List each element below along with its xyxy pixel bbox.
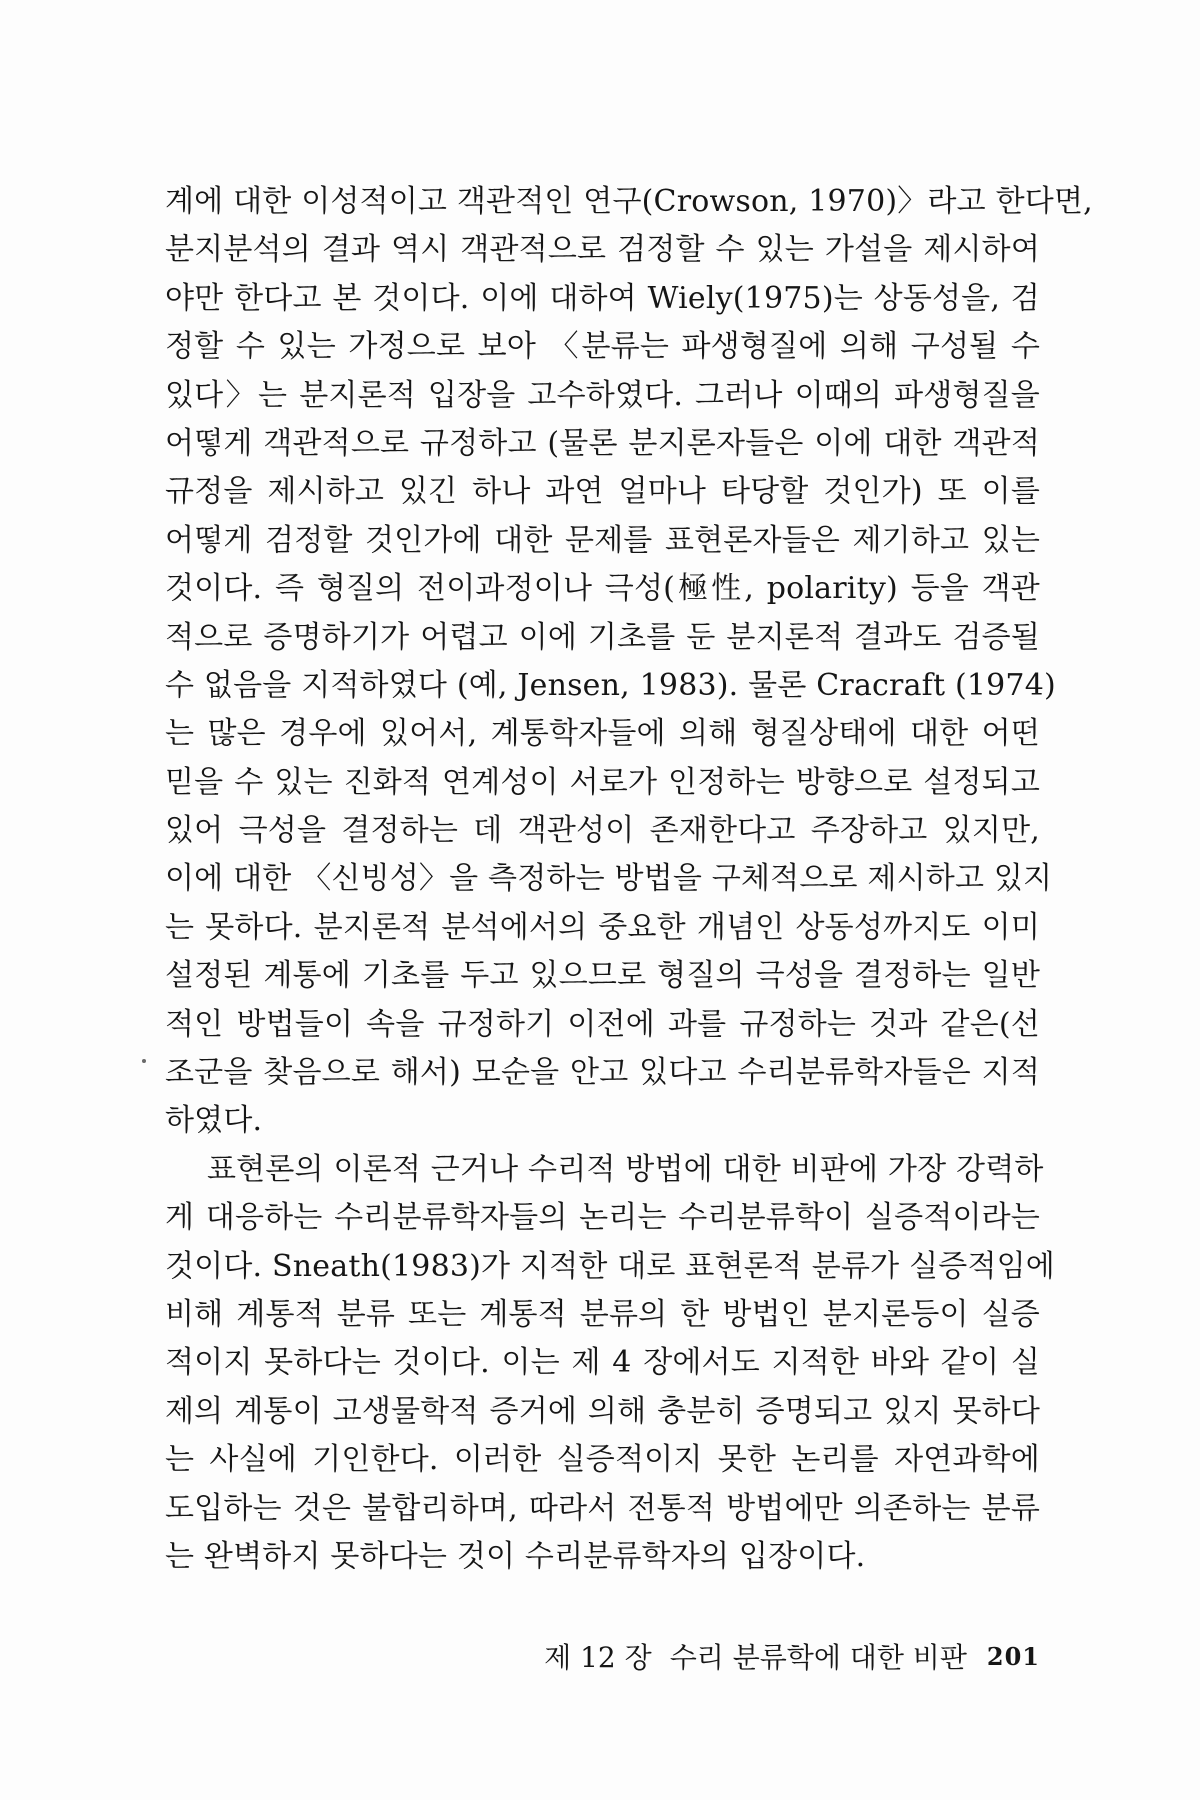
text-line: 수 없음을 지적하였다 (예, Jensen, 1983). 물론 Cracraft (1974): [165, 667, 1056, 703]
text-line: 표현론의 이론적 근거나 수리적 방법에 대한 비판에 가장 강력하: [207, 1151, 1044, 1187]
chapter-title: 수리 분류학에 대한 비판: [669, 1641, 967, 1674]
text-line: 게 대응하는 수리분류학자들의 논리는 수리분류학이 실증적이라는: [165, 1200, 1040, 1236]
running-footer: [534, 1636, 1040, 1676]
text-line: 분지분석의 결과 역시 객관적으로 검정할 수 있는 가설을 제시하여: [165, 232, 1040, 268]
paragraph-2: [165, 1146, 1055, 1582]
text-line: 제의 계통이 고생물학적 증거에 의해 충분히 증명되고 있지 못하다: [165, 1393, 1040, 1429]
text-line: 어떻게 검정할 것인가에 대한 문제를 표현론자들은 제기하고 있는: [165, 522, 1040, 558]
paragraph-1: [165, 178, 1093, 1146]
margin-dot: [142, 1059, 146, 1063]
text-line: 적인 방법들이 속을 규정하기 이전에 과를 규정하는 것과 같은(선: [165, 1006, 1040, 1042]
text-line: 설정된 계통에 기초를 두고 있으므로 형질의 극성을 결정하는 일반: [165, 958, 1040, 994]
text-line: 믿을 수 있는 진화적 연계성이 서로가 인정하는 방향으로 설정되고: [165, 764, 1040, 800]
text-line: 있다〉는 분지론적 입장을 고수하였다. 그러나 이때의 파생형질을: [165, 377, 1040, 413]
text-line: 비해 계통적 분류 또는 계통적 분류의 한 방법인 분지론등이 실증: [165, 1296, 1040, 1332]
body-text: [165, 178, 1093, 1581]
text-line: 야만 한다고 본 것이다. 이에 대하여 Wiely(1975)는 상동성을, 검: [165, 280, 1040, 316]
text-line: 것이다. 즉 형질의 전이과정이나 극성(極性, polarity) 등을 객관: [165, 571, 1040, 607]
text-line: 하였다.: [165, 1103, 263, 1139]
text-line: 도입하는 것은 불합리하며, 따라서 전통적 방법에만 의존하는 분류: [165, 1490, 1040, 1526]
text-line: 정할 수 있는 가정으로 보아 〈분류는 파생형질에 의해 구성될 수: [165, 329, 1040, 365]
text-line: 는 많은 경우에 있어서, 계통학자들에 의해 형질상태에 대한 어떤: [165, 716, 1040, 752]
chapter-label: 제 12 장: [544, 1641, 652, 1674]
text-line: 것이다. Sneath(1983)가 지적한 대로 표현론적 분류가 실증적임에: [165, 1248, 1055, 1284]
text-line: 있어 극성을 결정하는 데 객관성이 존재한다고 주장하고 있지만,: [165, 813, 1040, 849]
text-line: 적으로 증명하기가 어렵고 이에 기초를 둔 분지론적 결과도 검증될: [165, 619, 1040, 655]
text-line: 적이지 못하다는 것이다. 이는 제 4 장에서도 지적한 바와 같이 실: [165, 1345, 1040, 1381]
text-line: 는 못하다. 분지론적 분석에서의 중요한 개념인 상동성까지도 이미: [165, 909, 1040, 945]
text-line: 는 완벽하지 못하다는 것이 수리분류학자의 입장이다.: [165, 1538, 866, 1574]
text-line: 조군을 찾음으로 해서) 모순을 안고 있다고 수리분류학자들은 지적: [165, 1055, 1040, 1091]
page-number: 201: [986, 1641, 1040, 1671]
text-line: 이에 대한 〈신빙성〉을 측정하는 방법을 구체적으로 제시하고 있지: [165, 861, 1053, 897]
text-line: 어떻게 객관적으로 규정하고 (물론 분지론자들은 이에 대한 객관적: [165, 425, 1040, 461]
text-line: 규정을 제시하고 있긴 하나 과연 얼마나 타당할 것인가) 또 이를: [165, 474, 1040, 510]
text-line: 계에 대한 이성적이고 객관적인 연구(Crowson, 1970)〉라고 한다면,: [165, 184, 1093, 219]
text-line: 는 사실에 기인한다. 이러한 실증적이지 못한 논리를 자연과학에: [165, 1442, 1040, 1478]
